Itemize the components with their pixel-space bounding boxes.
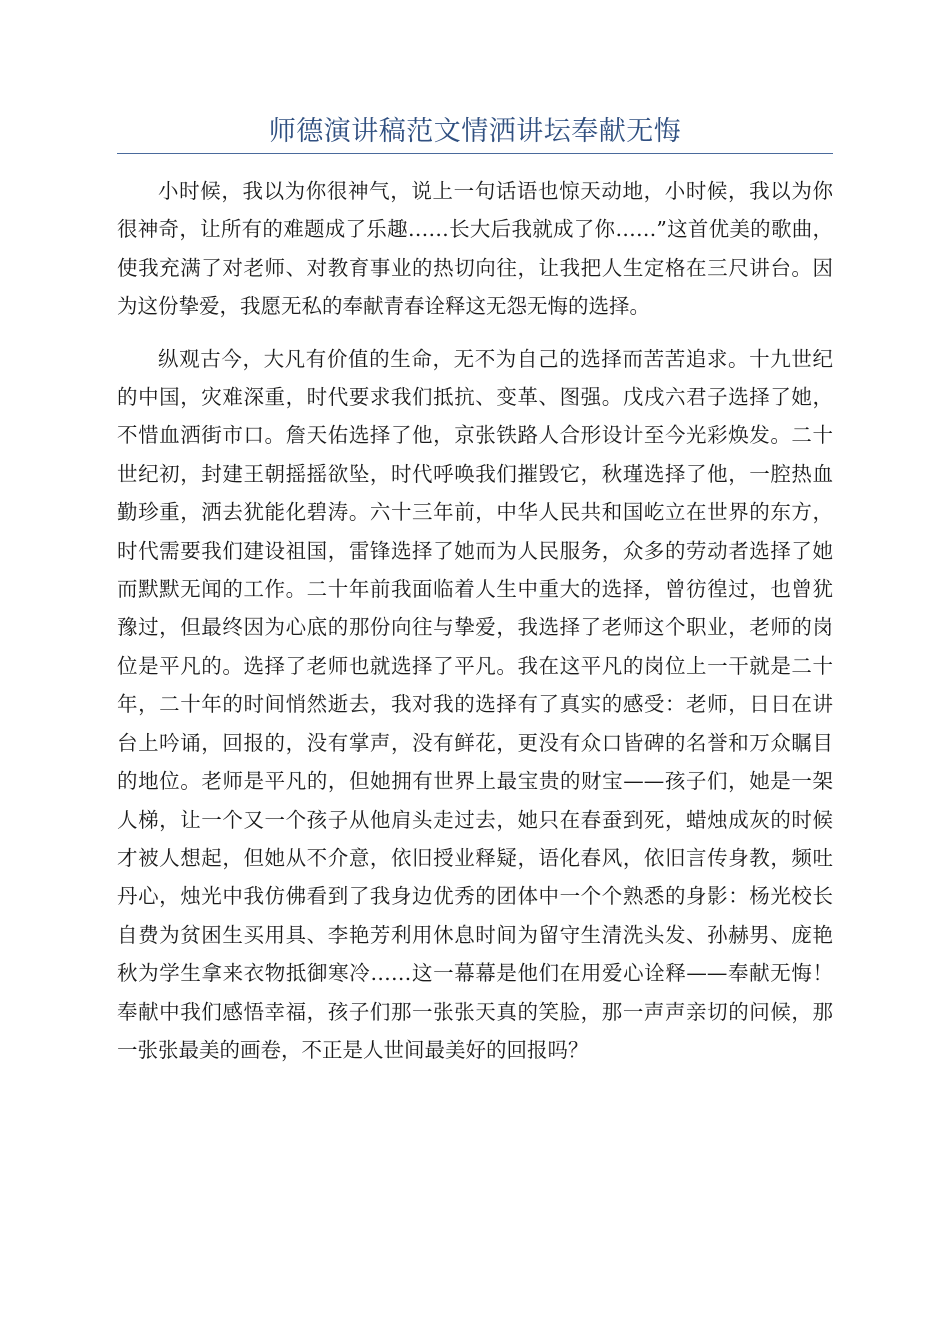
paragraph: 纵观古今，大凡有价值的生命，无不为自己的选择而苦苦追求。十九世纪的中国，灾难深重，时代要求我们抵抗、变革、图强。戊戌六君子选择了她，不惜血洒街市口。詹天佑选择了他，京张铁路人合形设计至今光彩焕发。二十世纪初，封建王朝摇摇欲坠，时代呼唤我们摧毁它，秋瑾选择了他，一腔热血勤珍重，洒去犹能化碧涛。六十三年前，中华人民共和国屹立在世界的东方，时代需要我们建设祖国，雷锋选择了她而为人民服务，众多的劳动者选择了她而默默无闻的工作。二十年前我面临着人生中重大的选择，曾彷徨过，也曾犹豫过，但最终因为心底的那份向往与挚爱，我选择了老师这个职业，老师的岗位是平凡的。选择了老师也就选择了平凡。我在这平凡的岗位上一干就是二十年，二十年的时间悄然逝去，我对我的选择有了真实的感受：老师，日日在讲台上吟诵，回报的，没有掌声，没有鲜花，更没有众口皆碑的名誉和万众瞩目的地位。老师是平凡的，但她拥有世界上最宝贵的财宝——孩子们，她是一架人梯，让一个又一个孩子从他肩头走过去，她只在春蚕到死，蜡烛成灰的时候才被人想起，但她从不介意，依旧授业释疑，语化春风，依旧言传身教，频吐丹心，烛光中我仿佛看到了我身边优秀的团体中一个个熟悉的身影：杨光校长自费为贫困生买用具、李艳芳利用休息时间为留守生清洗头发、孙赫男、庞艳秋为学生拿来衣物抵御寒冷……这一幕幕是他们在用爱心诠释——奉献无悔！奉献中我们感悟幸福，孩子们那一张张天真的笑脸，那一声声亲切的问候，那一张张最美的画卷，不正是人世间最美好的回报吗？ <box>117 346 833 1062</box>
paragraph: 小时候，我以为你很神气，说上一句话语也惊天动地，小时候，我以为你很神奇，让所有的难题成了乐趣……长大后我就成了你……”这首优美的歌曲，使我充满了对老师、对教育事业的热切向往，让我把人生定格在三尺讲台。因为这份挚爱，我愿无私的奉献青春诠释这无怨无悔的选择。 <box>117 179 833 319</box>
title-underline <box>117 153 833 154</box>
document-body <box>117 172 833 1083</box>
document-title: 师德演讲稿范文情洒讲坛奉献无悔 <box>268 116 682 147</box>
